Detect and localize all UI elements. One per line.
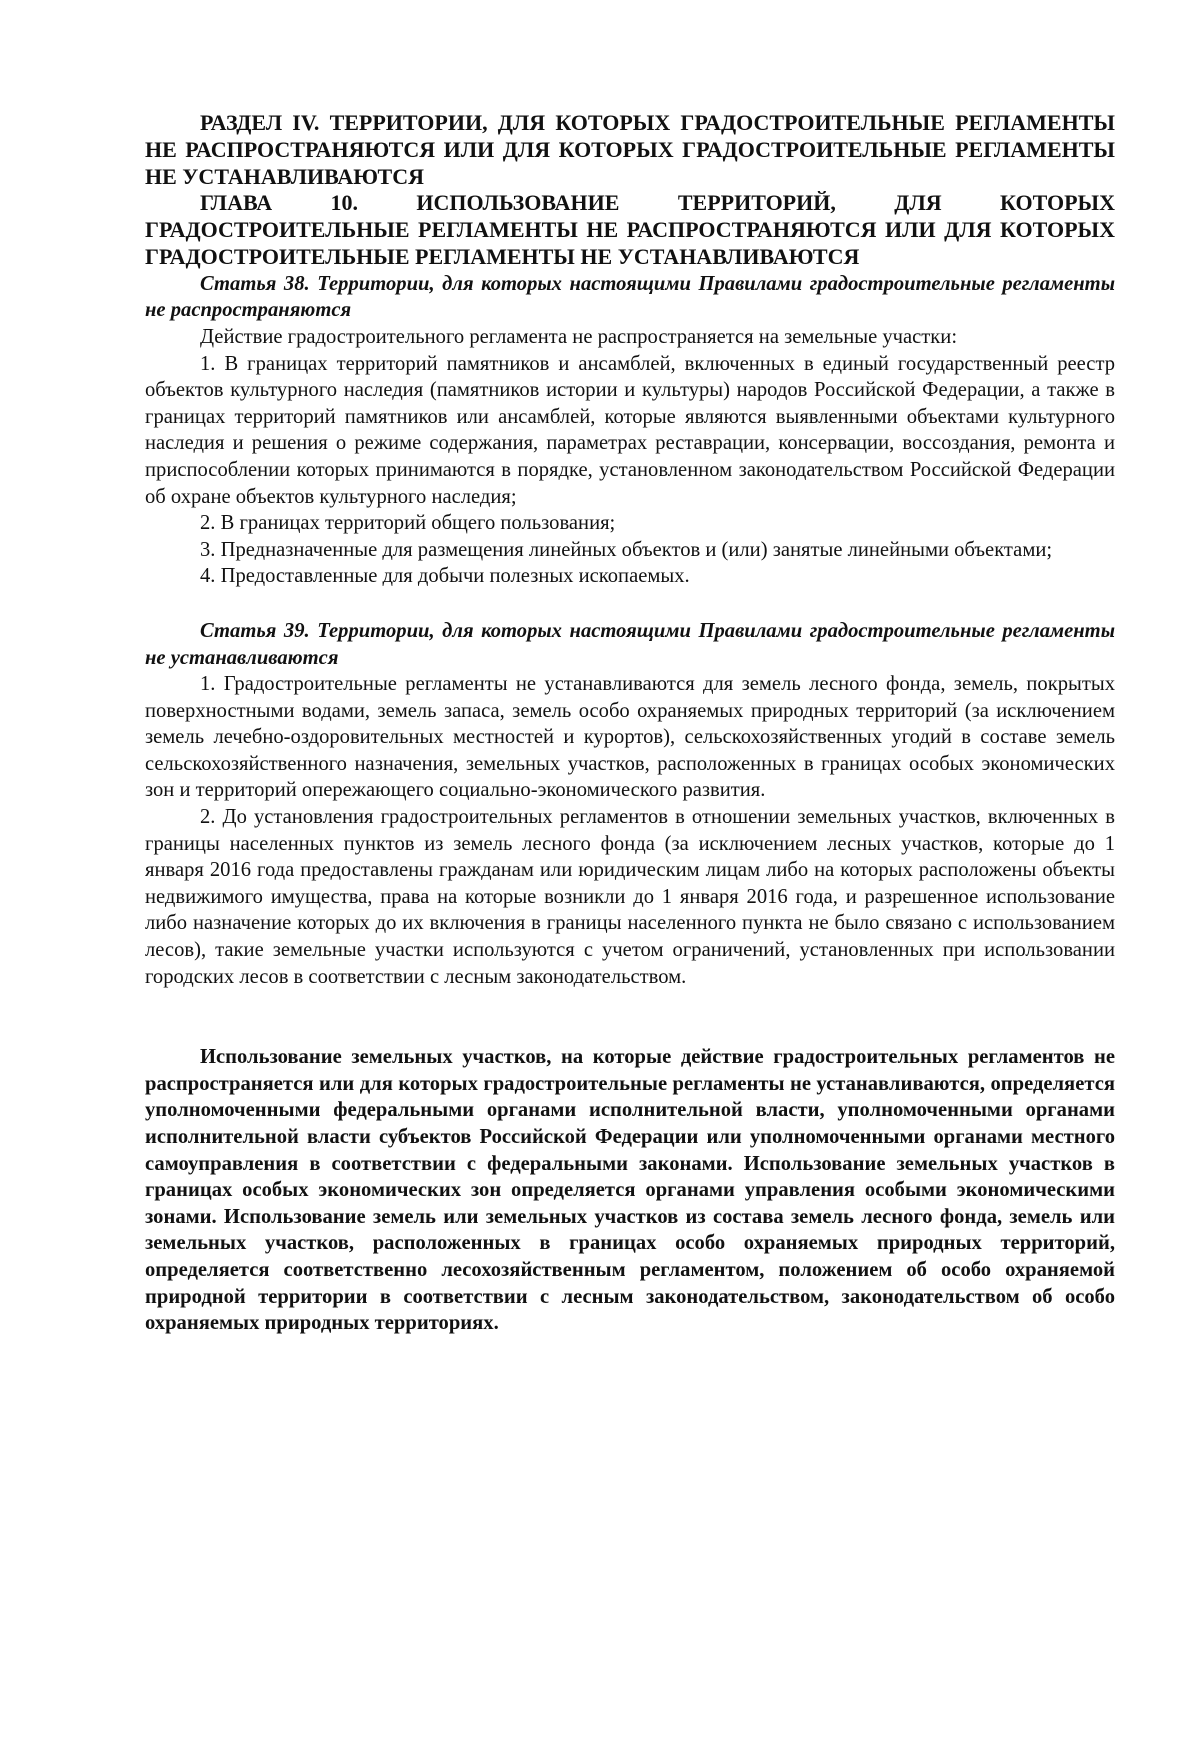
paragraph-spacer <box>145 590 1115 618</box>
article-38 <box>145 271 1115 590</box>
article-38-item-1: 1. В границах территорий памятников и ансамблей, включенных в единый государственный реестр объектов культурного наследия (памятников истории и культуры) народов Российской Федерации, а также в границах территорий памятников или ансамблей, которые являются выявленными объектами культурного наследия и решения о режиме содержания, параметрах реставрации, консервации, воссоздания, ремонта и приспособлении которых принимаются в порядке, установленном законодательством Российской Федерации об охране объектов культурного наследия; <box>145 352 1115 508</box>
article-38-title: Статья 38. Территории, для которых настоящими Правилами градостроительные регламенты не распространяются <box>145 272 1115 322</box>
chapter-heading: ГЛАВА 10. ИСПОЛЬЗОВАНИЕ ТЕРРИТОРИЙ, ДЛЯ КОТОРЫХ ГРАДОСТРОИТЕЛЬНЫЕ РЕГЛАМЕНТЫ НЕ РАСПРОСТРАНЯЮТСЯ ИЛИ ДЛЯ КОТОРЫХ ГРАДОСТРОИТЕЛЬНЫЕ РЕГЛАМЕНТЫ НЕ УСТАНАВЛИВАЮТСЯ <box>145 190 1115 269</box>
document-page <box>145 110 1115 1337</box>
article-39-item-2: 2. До установления градостроительных регламентов в отношении земельных участков, включенных в границы населенных пунктов из земель лесного фонда (за исключением лесных участков, которые до 1 января 2016 года предоставлены гражданам или юридическим лицам либо на которых расположены объекты недвижимого имущества, права на которые возникли до 1 января 2016 года, и разрешенное использование либо назначение которых до их включения в границы населенного пункта не было связано с использованием лесов), такие земельные участки используются с учетом ограничений, установленных при использовании городских лесов в соответствии с лесным законодательством. <box>145 806 1115 988</box>
article-38-item-2: 2. В границах территорий общего пользования; <box>200 512 616 535</box>
paragraph-spacer <box>145 990 1115 1044</box>
section-heading: РАЗДЕЛ IV. ТЕРРИТОРИИ, ДЛЯ КОТОРЫХ ГРАДОСТРОИТЕЛЬНЫЕ РЕГЛАМЕНТЫ НЕ РАСПРОСТРАНЯЮТСЯ ИЛИ ДЛЯ КОТОРЫХ ГРАДОСТРОИТЕЛЬНЫЕ РЕГЛАМЕНТЫ НЕ УСТАНАВЛИВАЮТСЯ <box>145 110 1115 189</box>
article-38-intro: Действие градостроительного регламента не распространяется на земельные участки: <box>200 325 958 348</box>
article-38-item-3: 3. Предназначенные для размещения линейных объектов и (или) занятые линейными объектами; <box>200 538 1053 561</box>
article-38-item-4: 4. Предоставленные для добычи полезных ископаемых. <box>200 565 690 588</box>
closing-paragraph: Использование земельных участков, на которые действие градостроительных регламентов не распространяется или для которых градостроительные регламенты не устанавливаются, определяется уполномоченными федеральными органами исполнительной власти, уполномоченными органами исполнительной власти субъектов Российской Федерации или уполномоченными органами местного самоуправления в соответствии с федеральными законами. Использование земельных участков в границах особых экономических зон определяется органами управления особыми экономическими зонами. Использование земель или земельных участков из состава земель лесного фонда, земель или земельных участков, расположенных в границах особо охраняемых природных территорий, определяется соответственно лесохозяйственным регламентом, положением об особо охраняемой природной территории в соответствии с лесным законодательством, законодательством об особо охраняемых природных территориях. <box>145 1046 1115 1335</box>
article-39-item-1: 1. Градостроительные регламенты не устанавливаются для земель лесного фонда, земель, покрытых поверхностными водами, земель запаса, земель особо охраняемых природных территорий (за исключением земель лечебно-оздоровительных местностей и курортов), сельскохозяйственных угодий в составе земель сельскохозяйственного назначения, земельных участков, расположенных в границах особых экономических зон и территорий опережающего социально-экономического развития. <box>145 673 1115 802</box>
article-39 <box>145 618 1115 990</box>
article-39-title: Статья 39. Территории, для которых настоящими Правилами градостроительные регламенты не устанавливаются <box>145 619 1115 669</box>
